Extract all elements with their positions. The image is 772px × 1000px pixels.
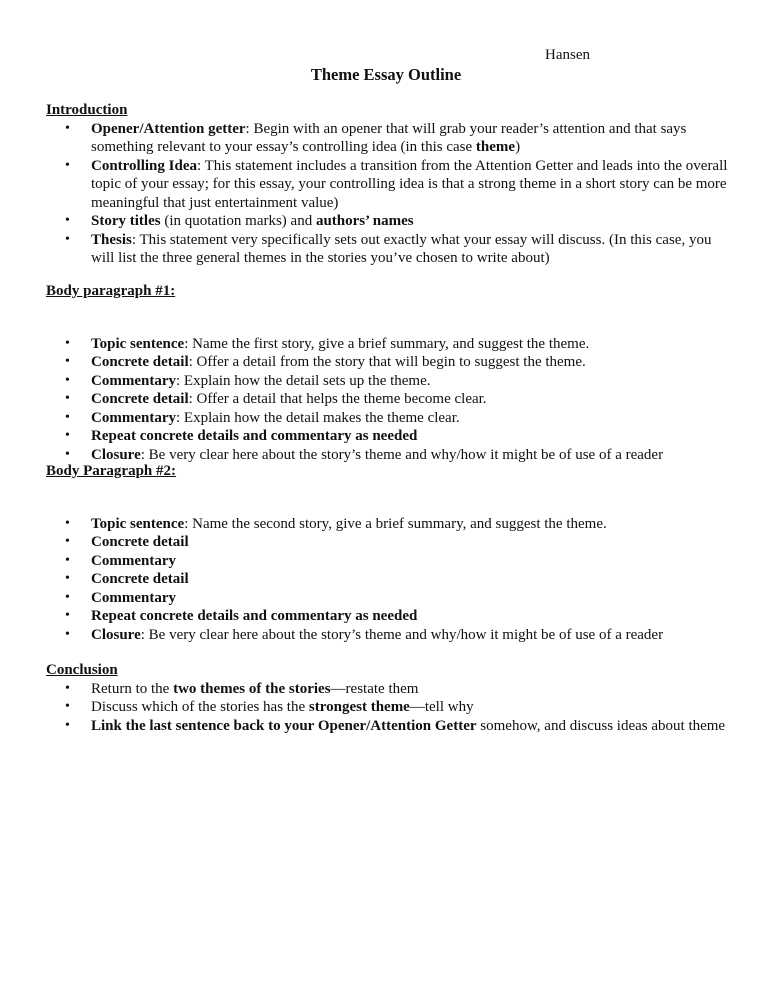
item-label: Commentary <box>91 372 176 389</box>
item-text: : Explain how the detail makes the theme clear. <box>175 409 460 426</box>
bullet-icon: • <box>65 717 70 733</box>
list-item <box>46 427 736 446</box>
item-text: ) <box>515 139 521 155</box>
bullet-icon: • <box>65 335 70 351</box>
item-bold-text: Link the last sentence back to your Opener/Attention Getter <box>91 717 477 734</box>
bullet-icon: • <box>65 680 70 696</box>
bullet-icon: • <box>65 409 70 425</box>
list-item <box>46 626 736 645</box>
item-bold-text: strongest theme <box>308 699 410 715</box>
bullet-icon: • <box>65 571 70 586</box>
item-label: Repeat concrete details and commentary as needed <box>91 428 418 444</box>
bullet-icon: • <box>65 354 70 369</box>
bullet-icon: • <box>65 231 70 247</box>
bullet-icon: • <box>65 608 70 623</box>
list-item <box>46 515 736 534</box>
item-label: Concrete detail <box>91 534 189 550</box>
list-item <box>46 231 736 268</box>
item-text: : Offer a detail from the story that will begin to suggest the theme. <box>188 354 586 370</box>
list-item <box>46 409 736 428</box>
item-label: Topic sentence <box>91 515 185 532</box>
bullet-icon: • <box>65 120 70 136</box>
item-text: : Explain how the detail sets up the theme. <box>175 372 431 389</box>
item-text: : This statement very specifically sets out exactly what your essay will discuss. (In this case, you will list the three general themes in the stories you’ve chosen to write about) <box>91 231 712 266</box>
item-label: Controlling Idea <box>91 157 197 174</box>
section-heading-conclusion: Conclusion <box>46 662 118 678</box>
section-conclusion <box>46 661 736 735</box>
body-1-list <box>46 335 736 465</box>
list-item <box>46 698 736 717</box>
bullet-icon: • <box>65 446 70 462</box>
bullet-icon: • <box>65 515 70 531</box>
list-item <box>46 552 736 571</box>
item-label: Commentary <box>91 589 176 606</box>
item-text: —restate them <box>330 680 419 697</box>
item-label: Concrete detail <box>91 391 189 407</box>
item-text: : Begin with an opener that will grab your reader’s attention and that says something relevant to your essay’s controlling idea (in this case <box>91 120 687 155</box>
body-2-list <box>46 515 736 645</box>
bullet-icon: • <box>65 428 70 443</box>
list-item <box>46 212 736 231</box>
list-item <box>46 390 736 409</box>
item-text: : Name the first story, give a brief summary, and suggest the theme. <box>184 335 590 352</box>
item-label: Thesis <box>91 231 132 248</box>
item-label: Closure <box>91 446 141 463</box>
section-heading-body-1: Body paragraph #1: <box>46 283 176 299</box>
item-text: (in quotation marks) and <box>160 213 316 229</box>
list-item <box>46 372 736 391</box>
item-text: somehow, and discuss ideas about theme <box>476 717 726 734</box>
list-item <box>46 717 736 736</box>
section-heading-body-2: Body Paragraph #2: <box>46 463 177 479</box>
list-item <box>46 570 736 589</box>
item-label: Concrete detail <box>91 354 189 370</box>
item-label: Commentary <box>91 552 176 569</box>
section-introduction <box>46 101 736 268</box>
list-item <box>46 120 736 157</box>
item-text: : Offer a detail that helps the theme become clear. <box>188 391 487 407</box>
bullet-icon: • <box>65 534 70 549</box>
list-item <box>46 335 736 354</box>
list-item <box>46 680 736 699</box>
list-item <box>46 589 736 608</box>
item-label: Repeat concrete details and commentary as needed <box>91 608 418 624</box>
item-label: Closure <box>91 626 141 643</box>
list-item <box>46 157 736 213</box>
item-text: Return to the <box>91 680 174 697</box>
bullet-icon: • <box>65 213 70 228</box>
bullet-icon: • <box>65 372 70 388</box>
bullet-icon: • <box>65 391 70 406</box>
item-label: Opener/Attention getter <box>91 120 246 137</box>
item-label: Commentary <box>91 409 176 426</box>
item-label: Story titles <box>91 213 161 229</box>
conclusion-list <box>46 680 736 736</box>
item-bold-text: two themes of the stories <box>173 680 331 697</box>
bullet-icon: • <box>65 589 70 605</box>
item-bold-text: authors’ names <box>315 213 414 229</box>
page-title: Theme Essay Outline <box>310 65 462 84</box>
bullet-icon: • <box>65 699 70 714</box>
bullet-icon: • <box>65 626 70 642</box>
item-label: Concrete detail <box>91 571 189 587</box>
list-item <box>46 607 736 626</box>
item-text: —tell why <box>409 699 474 715</box>
author-name: Hansen <box>545 47 590 63</box>
item-text: : Name the second story, give a brief summary, and suggest the theme. <box>184 515 607 532</box>
section-body-paragraph-1 <box>46 282 736 464</box>
list-item <box>46 353 736 372</box>
bullet-icon: • <box>65 552 70 568</box>
introduction-list <box>46 120 736 268</box>
item-text: Discuss which of the stories has the <box>91 699 309 715</box>
item-text: : Be very clear here about the story’s theme and why/how it might be of use of a reader <box>140 626 664 643</box>
item-bold-text: theme <box>475 139 516 155</box>
item-label: Topic sentence <box>91 335 185 352</box>
list-item <box>46 533 736 552</box>
section-heading-introduction: Introduction <box>46 102 128 118</box>
item-text: : Be very clear here about the story’s theme and why/how it might be of use of a reader <box>140 446 664 463</box>
bullet-icon: • <box>65 157 70 173</box>
section-body-paragraph-2 <box>46 462 736 644</box>
item-text: : This statement includes a transition from the Attention Getter and leads into the overall topic of your essay; for this essay, your controlling idea is that a strong theme in a short story can be more meaningful that just entertainment value) <box>91 157 728 211</box>
